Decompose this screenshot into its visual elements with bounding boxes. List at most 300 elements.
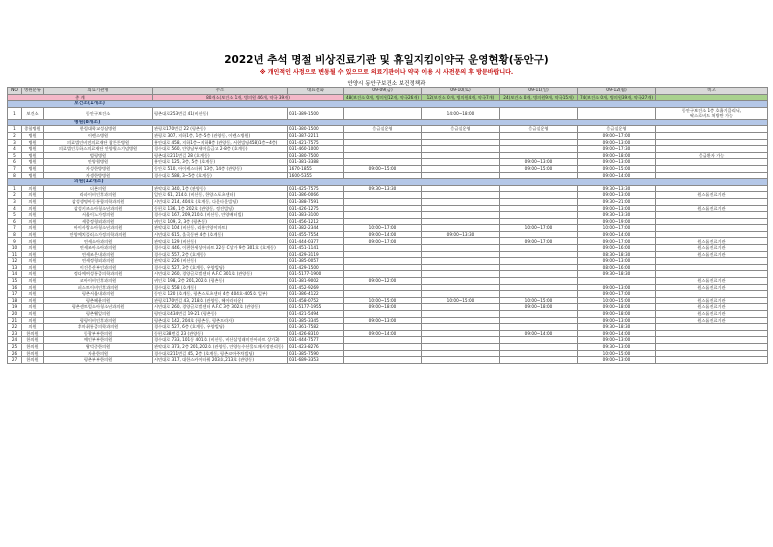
cell-d2: [422, 317, 500, 324]
cell-note: [656, 218, 768, 225]
cell-d2: 09:00~13:30: [422, 231, 500, 238]
cell-no: 5: [8, 212, 22, 219]
cell-d4: 10:00~15:00: [578, 350, 656, 357]
cell-d1: 09:00~13:00: [344, 317, 422, 324]
cell-tel: 031-386-0066: [288, 192, 344, 199]
cell-tel: 031-385-0057: [288, 258, 344, 265]
cell-name: 동안구보건소: [44, 107, 153, 119]
cell-d3: [500, 198, 578, 205]
cell-d4: 09:00~13:00: [578, 284, 656, 291]
cell-d2: [422, 192, 500, 199]
cell-tel: 031-387-2211: [288, 132, 344, 139]
cell-d1: [344, 350, 422, 357]
notice-text: ※ 개인적인 사정으로 변동될 수 있으므로 의료기관이나 약국 이용 시 사전문의 후 방문바랍니다.: [259, 69, 514, 76]
table-row: [8, 146, 768, 153]
cell-no: 13: [8, 264, 22, 271]
table-row: [8, 350, 768, 357]
cell-d4: 08:30~18:30: [578, 251, 656, 258]
cell-d2: [422, 291, 500, 298]
cell-kind: 한의원: [22, 343, 44, 350]
cell-tel: 031-382-2344: [288, 225, 344, 232]
cell-d2: [422, 159, 500, 166]
cell-note: [656, 264, 768, 271]
cell-d3: [500, 146, 578, 153]
cell-name: 의료법인비전의료재단 참튼튼병원: [44, 139, 153, 146]
schedule-table: [7, 87, 768, 364]
cell-name: 세종정형외과의원: [44, 218, 153, 225]
summary-d4: 74(보건소 0개, 병의원39개, 약국27개): [578, 94, 656, 101]
table-row: [8, 139, 768, 146]
source-text: 안양시 동안구보건소 보건정책과: [347, 81, 426, 87]
cell-address: 평촌대로 142, 204호 (평촌동, 평촌프라자): [153, 317, 288, 324]
cell-tel: 031-689-3353: [288, 357, 344, 364]
table-row: [8, 343, 768, 350]
cell-d4: 09:00~13:00: [578, 337, 656, 344]
cell-kind: 의원: [22, 238, 44, 245]
cell-address: 평촌대로211번길 28 (호계동): [153, 152, 288, 159]
cell-note: [656, 132, 768, 139]
cell-kind: 보건소: [22, 107, 44, 119]
cell-address: 관악대로 129 (비산동): [153, 238, 288, 245]
cell-note: [656, 357, 768, 364]
cell-address: 관악대로 226 (비산동): [153, 258, 288, 265]
cell-note: [656, 212, 768, 219]
cell-no: 8: [8, 231, 22, 238]
cell-note: 원스톱진료기관: [656, 278, 768, 285]
cell-d4: 09:30~18:30: [578, 324, 656, 331]
table-row: [8, 258, 768, 265]
header-name: 의료기관명: [44, 88, 153, 95]
cell-d4: 09:00~14:00: [578, 231, 656, 238]
cell-address: 관악대로 104 (비산동, 리흥안양이마트): [153, 225, 288, 232]
cell-address: 시민대로 615, 올곡동판 4층 (호계동): [153, 231, 288, 238]
cell-address: 평촌대로253번길 41(비산동): [153, 107, 288, 119]
cell-name: 자성한방병원: [44, 165, 153, 172]
cell-d3: [500, 317, 578, 324]
cell-d1: 09:30~13:30: [344, 185, 422, 192]
cell-d4: 09:00~16:00: [578, 245, 656, 252]
cell-no: 18: [8, 297, 22, 304]
table-row: [8, 126, 768, 133]
cell-d3: [500, 324, 578, 331]
cell-name: 정다예여성통증의학과의원: [44, 271, 153, 278]
cell-tel: 031-451-1141: [288, 245, 344, 252]
cell-tel: 031-421-7575: [288, 139, 344, 146]
cell-no: 6: [8, 159, 22, 166]
cell-note: [656, 337, 768, 344]
table-row: [8, 205, 768, 212]
cell-name: 안양윌병원: [44, 159, 153, 166]
cell-name: 평촌센트럴소아청소년과의원: [44, 304, 153, 311]
cell-d4: 09:00~17:00: [578, 238, 656, 245]
cell-d3: [500, 107, 578, 119]
header-tel: 대표전화: [288, 88, 344, 95]
table-row: [8, 185, 768, 192]
cell-name: 코아이비인후과의원: [44, 278, 153, 285]
cell-d1: [344, 139, 422, 146]
cell-d4: 09:00~13:00: [578, 317, 656, 324]
cell-no: 10: [8, 245, 22, 252]
cell-note: [656, 159, 768, 166]
cell-d2: [422, 139, 500, 146]
cell-kind: 의원: [22, 231, 44, 238]
cell-d2: [422, 271, 500, 278]
cell-kind: 병원: [22, 172, 44, 179]
cell-kind: 한의원: [22, 330, 44, 337]
cell-address: 평안대로434번길 19-21 (평촌동): [153, 311, 288, 318]
cell-d1: [344, 212, 422, 219]
table-row: [8, 132, 768, 139]
cell-tel: 031-380-1500: [288, 126, 344, 133]
cell-note: [656, 198, 768, 205]
cell-kind: 의원: [22, 311, 44, 318]
cell-tel: 031-5177-1955: [288, 304, 344, 311]
cell-d4: 09:30~18:30: [578, 271, 656, 278]
cell-d1: [344, 324, 422, 331]
cell-no: 1: [8, 185, 22, 192]
table-row: [8, 330, 768, 337]
cell-kind: 의원: [22, 271, 44, 278]
cell-name: 더본의원: [44, 185, 153, 192]
cell-kind: 의원: [22, 284, 44, 291]
cell-address: 관평로170번길 43, 218호 (관양동, 혜이라타운): [153, 297, 288, 304]
cell-address: 흥안대로 458, 지하1층~지하8층 (관양동, 서현빌딩458)1층~4층): [153, 139, 288, 146]
cell-d1: [344, 218, 422, 225]
cell-d3: [500, 264, 578, 271]
cell-name: 평촌서울내과의원: [44, 291, 153, 298]
cell-d3: [500, 343, 578, 350]
cell-tel: 031-426-1275: [288, 205, 344, 212]
cell-name: 아이사랑소아청소년과의원: [44, 225, 153, 232]
cell-no: 23: [8, 330, 22, 337]
cell-d3: [500, 350, 578, 357]
cell-tel: 031-383-3100: [288, 212, 344, 219]
table-row: [8, 278, 768, 285]
cell-d1: [344, 152, 422, 159]
cell-note: [656, 165, 768, 172]
cell-note: 원스톱진료기관: [656, 297, 768, 304]
cell-d1: 10:00~17:00: [344, 225, 422, 232]
cell-kind: 병원: [22, 159, 44, 166]
cell-d3: [500, 218, 578, 225]
table-row: [8, 337, 768, 344]
cell-note: 원스톱진료기관: [656, 192, 768, 199]
cell-no: 19: [8, 304, 22, 311]
cell-d3: 10:00~17:00: [500, 225, 578, 232]
table-row: [8, 238, 768, 245]
cell-tel: 031-444-0377: [288, 238, 344, 245]
cell-tel: 1600-5355: [288, 172, 344, 179]
cell-no: 3: [8, 139, 22, 146]
cell-name: 퍼스트이비인후과의원: [44, 284, 153, 291]
header-addr: 주소: [153, 88, 288, 95]
cell-no: 11: [8, 251, 22, 258]
cell-d3: [500, 172, 578, 179]
cell-name: 동광부부한의원: [44, 330, 153, 337]
cell-tel: 031-425-7575: [288, 185, 344, 192]
cell-note: [656, 343, 768, 350]
cell-d2: [422, 172, 500, 179]
cell-name: 후마취통증의학과의원: [44, 324, 153, 331]
cell-d4: 09:00~19:00: [578, 218, 656, 225]
cell-d2: [422, 311, 500, 318]
cell-tel: 031-429-1500: [288, 264, 344, 271]
cell-address: 경수대로 527, 3층 (호계동, 우양빌딩): [153, 264, 288, 271]
cell-address: 경수대로211번길 45, 2층 (호계동, 평촌코아주차빌딩): [153, 350, 288, 357]
section-title: 병원(8개소): [8, 119, 768, 126]
cell-name: 의료법인루하스의료재단 안양윌스기념병원: [44, 146, 153, 153]
cell-d3: [500, 132, 578, 139]
cell-d1: [344, 146, 422, 153]
cell-d4: 09:00~15:00: [578, 165, 656, 172]
cell-d1: [344, 271, 422, 278]
cell-name: 연세조아소아과의원: [44, 245, 153, 252]
cell-note: [656, 330, 768, 337]
table-row: [8, 271, 768, 278]
cell-kind: 병원: [22, 152, 44, 159]
cell-d2: [422, 337, 500, 344]
cell-no: 17: [8, 291, 22, 298]
table-row: [8, 291, 768, 298]
cell-d2: [422, 304, 500, 311]
cell-tel: 031-381-3388: [288, 159, 344, 166]
cell-d3: [500, 258, 578, 265]
cell-d4: 09:00~13:00: [578, 139, 656, 146]
table-row: [8, 324, 768, 331]
cell-d1: 응급실운영: [344, 126, 422, 133]
cell-name: 한림대학교성심병원: [44, 126, 153, 133]
cell-d2: 응급실운영: [422, 126, 500, 133]
cell-kind: 의원: [22, 225, 44, 232]
cell-note: 원스톱진료기관: [656, 317, 768, 324]
cell-tel: 031-5177-1900: [288, 271, 344, 278]
cell-d1: [344, 107, 422, 119]
header-d2: 09-10(토): [422, 88, 500, 95]
cell-d1: [344, 198, 422, 205]
table-row: [8, 198, 768, 205]
cell-d1: [344, 205, 422, 212]
cell-address: 동편로38번길 23 (관양동): [153, 330, 288, 337]
table-row: [8, 317, 768, 324]
cell-d2: [422, 165, 500, 172]
table-row: [8, 264, 768, 271]
cell-no: 12: [8, 258, 22, 265]
summary-row: [8, 94, 768, 101]
cell-name: 연세조은내과의원: [44, 251, 153, 258]
cell-d4: 09:00~13:00: [578, 192, 656, 199]
summary-total: 80개소(보건소 1개, 병의원 46개, 약국 39개): [153, 94, 344, 101]
cell-no: 14: [8, 271, 22, 278]
cell-kind: 의원: [22, 324, 44, 331]
cell-no: 4: [8, 205, 22, 212]
cell-no: 3: [8, 198, 22, 205]
cell-d4: 09:00~18:00: [578, 152, 656, 159]
cell-tel: 1670-1855: [288, 165, 344, 172]
cell-d3: [500, 278, 578, 285]
cell-d3: [500, 205, 578, 212]
cell-d4: 09:30~13:30: [578, 212, 656, 219]
cell-kind: 종합병원: [22, 126, 44, 133]
cell-d4: 09:00~17:30: [578, 146, 656, 153]
cell-no: 4: [8, 146, 22, 153]
cell-no: 9: [8, 238, 22, 245]
cell-address: 동안로 510, 아이케스타워 13층, 14층 (관양동): [153, 165, 288, 172]
table-row: [8, 192, 768, 199]
cell-d2: [422, 343, 500, 350]
header-d4: 09-12(월): [578, 88, 656, 95]
cell-d4: [578, 278, 656, 285]
cell-no: 7: [8, 165, 22, 172]
table-row: [8, 231, 768, 238]
cell-kind: 의원: [22, 185, 44, 192]
cell-d2: [422, 251, 500, 258]
cell-note: [656, 172, 768, 179]
cell-d4: 09:30~13:30: [578, 185, 656, 192]
cell-d1: [344, 357, 422, 364]
cell-note: 원스톱진료기관: [656, 304, 768, 311]
cell-tel: 031-385-7590: [288, 350, 344, 357]
cell-address: 시민대로 214, 404호 (호계동, 다운타운빌딩): [153, 198, 288, 205]
cell-d4: 09:00~13:00: [578, 205, 656, 212]
cell-address: 관평로170번길 22 (평촌동): [153, 126, 288, 133]
cell-d1: [344, 245, 422, 252]
cell-address: 경수대로 588, 3~5층 (호계동): [153, 172, 288, 179]
table-row: [8, 218, 768, 225]
cell-d4: 10:00~17:00: [578, 225, 656, 232]
cell-name: 서울이노가정의원: [44, 212, 153, 219]
cell-d2: [422, 330, 500, 337]
cell-kind: 한의원: [22, 337, 44, 344]
cell-d3: [500, 357, 578, 364]
cell-kind: 의원: [22, 212, 44, 219]
cell-d1: [344, 284, 422, 291]
cell-d1: [344, 251, 422, 258]
cell-kind: 의원: [22, 245, 44, 252]
table-row: [8, 284, 768, 291]
cell-note: [656, 185, 768, 192]
cell-no: 2: [8, 132, 22, 139]
cell-no: 16: [8, 284, 22, 291]
cell-d3: 09:00~18:00: [500, 304, 578, 311]
cell-kind: 한의원: [22, 350, 44, 357]
cell-name: 평촌웰잎의원: [44, 311, 153, 318]
cell-tel: 031-458-0752: [288, 297, 344, 304]
cell-note: 동안구보건소 1층 호흡기클리닉, 팍스로비드 처방만 가능: [656, 107, 768, 119]
cell-d2: [422, 146, 500, 153]
header-kind: 병원분류: [22, 88, 44, 95]
summary-label: 총 계: [8, 94, 153, 101]
cell-name: 이렌스병원: [44, 132, 153, 139]
cell-name: 연세소아과의원: [44, 238, 153, 245]
section-health: [8, 101, 768, 108]
cell-d2: [422, 225, 500, 232]
header-d1: 09-09(금): [344, 88, 422, 95]
cell-d3: [500, 337, 578, 344]
cell-tel: 031-361-7582: [288, 324, 344, 331]
cell-d4: 10:00~15:00: [578, 297, 656, 304]
cell-tel: 031-455-7554: [288, 231, 344, 238]
cell-d2: [422, 132, 500, 139]
cell-tel: 031-460-1000: [288, 146, 344, 153]
cell-address: 경수대로 733, 101동 401호 (비산동, 비산삼성래미안아파트 상가3): [153, 337, 288, 344]
cell-d2: [422, 198, 500, 205]
cell-d2: [422, 185, 500, 192]
cell-d1: 09:00~14:00: [344, 330, 422, 337]
table-row: [8, 172, 768, 179]
cell-address: 시민대로 260, 경양글로벌센터 A.F.C 3층 302호 (관양동): [153, 304, 288, 311]
cell-d2: [422, 258, 500, 265]
cell-d4: 09:00~14:00: [578, 172, 656, 179]
cell-d1: [344, 132, 422, 139]
section-title: 의원(12개소): [8, 179, 768, 186]
cell-d2: [422, 245, 500, 252]
cell-tel: 031-426-8310: [288, 330, 344, 337]
cell-note: [656, 225, 768, 232]
cell-address: 관악대로 340, 1층 (관양동): [153, 185, 288, 192]
cell-d3: 09:00~15:00: [500, 165, 578, 172]
cell-d3: [500, 152, 578, 159]
cell-d4: 09:00~18:00: [578, 311, 656, 318]
cell-note: [656, 139, 768, 146]
summary-d2: 12(보건소 0개, 병의원4개, 약국7개): [422, 94, 500, 101]
header-no: NO: [8, 88, 22, 95]
cell-kind: 의원: [22, 218, 44, 225]
cell-address: 경수대로 558 (호계동): [153, 284, 288, 291]
cell-no: 20: [8, 311, 22, 318]
cell-no: 27: [8, 357, 22, 364]
cell-note: 원스톱진료기관: [656, 238, 768, 245]
cell-d4: [578, 107, 656, 119]
cell-kind: 의원: [22, 317, 44, 324]
cell-d1: [344, 264, 422, 271]
cell-kind: 병원: [22, 132, 44, 139]
cell-no: 6: [8, 218, 22, 225]
cell-d2: [422, 218, 500, 225]
cell-name: 라파이비인후과의원: [44, 192, 153, 199]
section-hospital: [8, 119, 768, 126]
table-row: [8, 212, 768, 219]
cell-address: 귀인로 198, 2층 201,202호 (평촌동): [153, 278, 288, 285]
cell-tel: 031-389-1500: [288, 107, 344, 119]
cell-d1: [344, 311, 422, 318]
cell-tel: 031-429-3119: [288, 251, 344, 258]
cell-note: 원스톱진료기관: [656, 205, 768, 212]
cell-address: 시민대로 260, 경양글로벌센터 A.F.C 301호 (관양동): [153, 271, 288, 278]
cell-address: 관악대로 373, 2층 201,202호 (관양동, 안양농수산물도매시장관리동): [153, 343, 288, 350]
cell-d3: 09:00~14:00: [500, 330, 578, 337]
cell-address: 귀인로 109, 2, 3층 (평촌동): [153, 218, 288, 225]
cell-kind: 의원: [22, 198, 44, 205]
table-row: [8, 357, 768, 364]
cell-address: 흥안대로 125, 3층, 5층 (호계동): [153, 159, 288, 166]
cell-d1: 09:00~18:00: [344, 304, 422, 311]
cell-note: 원스톱진료기관: [656, 245, 768, 252]
cell-name: 평촌혜윤의원: [44, 297, 153, 304]
table-row: [8, 159, 768, 166]
cell-no: 8: [8, 172, 22, 179]
cell-d2: [422, 357, 500, 364]
cell-name: 연세정형외과의원: [44, 258, 153, 265]
cell-kind: 병원: [22, 146, 44, 153]
cell-address: 시민대로 317, 대한스카이타워 203호,213호 (관양동): [153, 357, 288, 364]
cell-kind: 의원: [22, 291, 44, 298]
cell-tel: 031-385-3345: [288, 317, 344, 324]
cell-name: 이건웅산부인과의원: [44, 264, 153, 271]
cell-kind: 병원: [22, 139, 44, 146]
table-row: [8, 225, 768, 232]
cell-address: 관평로 307, 지하1층, 1층-5층 (관양동, 이렌스병원): [153, 132, 288, 139]
cell-tel: 031-456-1212: [288, 218, 344, 225]
